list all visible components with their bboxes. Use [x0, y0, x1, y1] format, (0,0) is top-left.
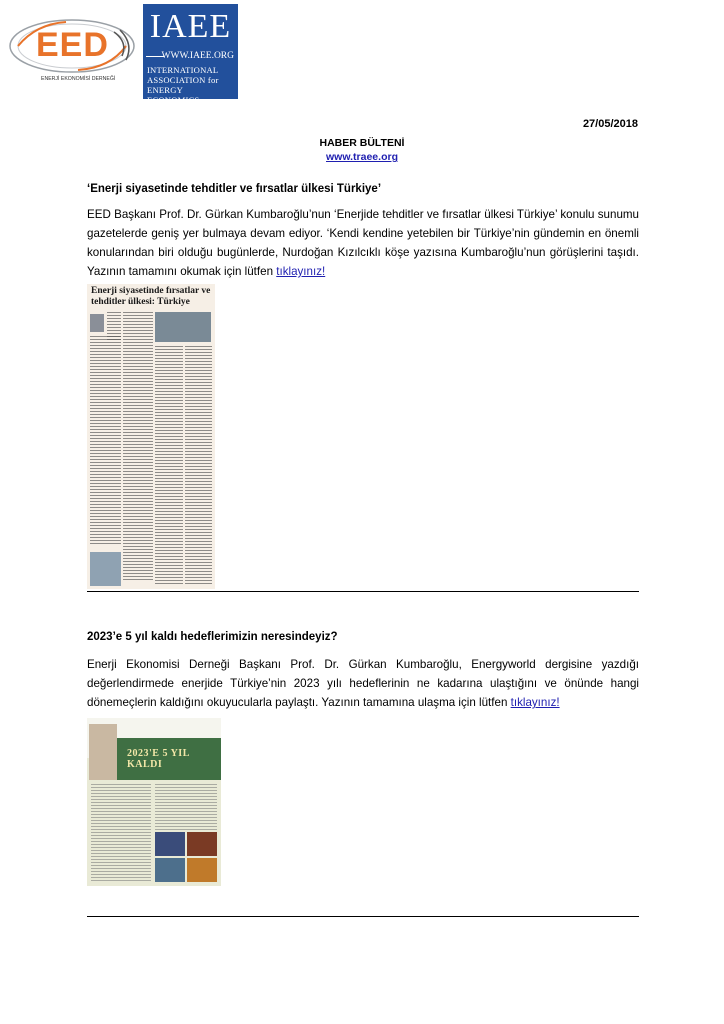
author-photo — [89, 724, 117, 780]
speaker-photo — [155, 312, 211, 342]
energy-photo — [187, 832, 217, 856]
article-1-text: EED Başkanı Prof. Dr. Gürkan Kumbaroğlu’nun ‘Enerjide tehditler ve fırsatlar ülkesi Türkiye’ konulu sunumu gazetelerde geniş yer bulmaya devam ediyor. ‘Kendi kendine yetebilen bir Türkiye’nin gündemin en önemli konularından biri olduğu bugünlerde, Nurdoğan Kızılcıklı köşe yazısına Kumbaroğlu’nun görüşlerini taşıdı. Yazının tamamını okumak için lütfen — [87, 208, 639, 278]
section-divider — [87, 916, 639, 917]
eed-logo-text: EED — [36, 26, 109, 64]
newspaper-clipping — [87, 284, 215, 589]
energy-photo — [155, 858, 185, 882]
iaee-line-2: ASSOCIATION for — [147, 75, 219, 85]
article-2-body — [87, 655, 639, 712]
iaee-logo-text: IAEE — [143, 4, 238, 50]
magazine-title: 2023'E 5 YIL KALDI — [127, 748, 190, 770]
magazine-text-column — [91, 784, 151, 882]
article-1-headline: ‘Enerji siyasetinde tehditler ve fırsatlar ülkesi Türkiye’ — [87, 183, 382, 195]
bulletin-date: 27/05/2018 — [582, 118, 638, 130]
section-divider — [87, 591, 639, 592]
article-2-read-link[interactable]: tıklayınız! — [510, 696, 560, 709]
article-1-read-link[interactable]: tıklayınız! — [276, 265, 326, 278]
article-2-text: Enerji Ekonomisi Derneği Başkanı Prof. Dr. Gürkan Kumbaroğlu, Energyworld dergisine yazdığı değerlendirmede enerjide Türkiye’nin 2023 yılı hedeflerinin ne kadarına ulaştığını ve önünde hangi dönemeçlerin kaldığını okuyucularla paylaştı. Yazının tamamına ulaşma için lütfen — [87, 658, 639, 709]
bulletin-title: HABER BÜLTENİ — [319, 137, 405, 149]
article-1-body — [87, 205, 639, 281]
eed-logo-subtitle: ENERJİ EKONOMİSİ DERNEĞİ — [41, 76, 116, 82]
eed-logo — [6, 16, 138, 88]
iaee-line-1: INTERNATIONAL — [147, 65, 219, 75]
article-2-headline: 2023’e 5 yıl kaldı hedeflerimizin neresindeyiz? — [87, 631, 338, 643]
iaee-line-3: ENERGY ECONOMICS — [147, 85, 200, 105]
columnist-photo — [90, 314, 104, 332]
clipping-headline: Enerji siyasetinde fırsatlar ve tehditler ülkesi: Türkiye — [91, 286, 211, 307]
clipping-text-column — [185, 346, 212, 584]
clipping-text-column — [155, 346, 183, 584]
iaee-url: WWW.IAEE.ORG — [143, 51, 238, 62]
website-link[interactable]: www.traee.org — [326, 151, 398, 163]
building-photo — [90, 552, 121, 586]
energy-photo — [155, 832, 185, 856]
iaee-logo — [143, 4, 238, 105]
clipping-text-column — [90, 336, 121, 546]
iaee-tagline — [147, 65, 237, 105]
energy-photo — [187, 858, 217, 882]
magazine-text-column — [155, 784, 217, 830]
clipping-text-column — [123, 312, 153, 582]
magazine-page — [87, 718, 221, 886]
